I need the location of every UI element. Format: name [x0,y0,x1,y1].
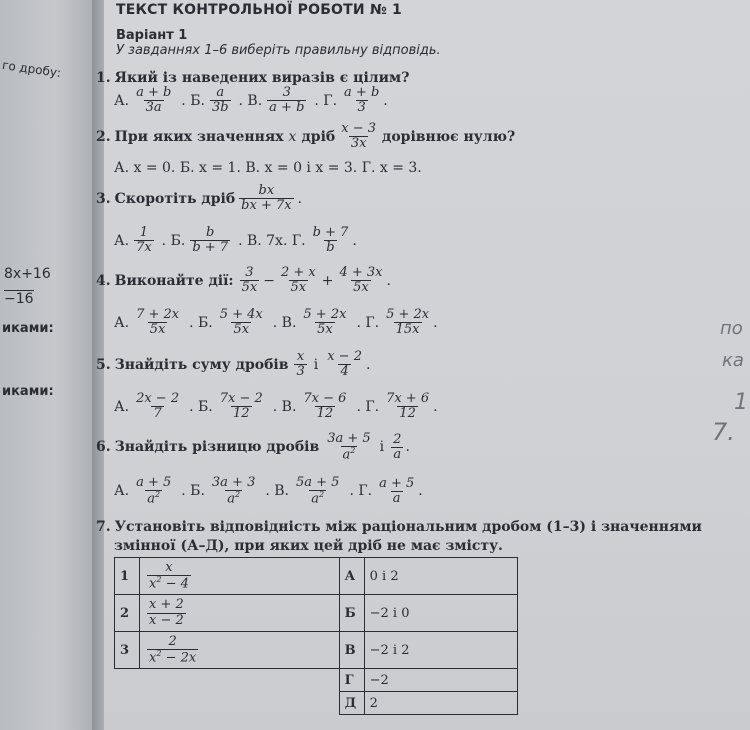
option-letter: Г [339,669,364,692]
fraction: $\frac{bx}{bx + 7x}$ [241,183,292,214]
option-label: . Б. [181,92,205,109]
fraction: $\frac{b}{b + 7}$ [192,225,229,256]
fraction: $\frac{2x - 2}{7}$ [136,391,180,422]
conjunction: і [313,356,319,373]
table-row [115,669,518,692]
question-text: Який із наведених виразів є цілим? [114,70,410,86]
operator: − [263,272,275,289]
option-label: А. [114,314,130,331]
variant-heading: Варіант 1 [116,28,188,43]
handwriting: 1 [734,390,748,415]
fraction: $\frac{3}{5x}$ [241,265,258,296]
punctuation: . [433,398,438,415]
punctuation: . [405,439,410,456]
answers-3 [114,226,357,256]
fraction: $\frac{2}{a}$ [393,431,402,462]
fraction: $\frac{x - 3}{3x}$ [341,121,376,152]
option-label: . В. [272,398,297,415]
option-letter: А [339,558,364,595]
fraction: $\frac{x - 2}{4}$ [327,349,362,380]
fraction: $\frac{a + 5}{a^2}$ [136,475,172,507]
fraction: $\frac{7x - 6}{12}$ [303,391,347,422]
question-2 [96,122,515,152]
row-number: 2 [115,595,140,632]
left-fragment: 8x+16 [4,266,51,282]
operator: + [321,272,334,289]
instruction-text: У завданнях 1–6 виберіть правильну відповідь. [116,43,441,58]
answers-line: А. x = 0. Б. x = 1. В. x = 0 і x = 3. Г. x = 3. [114,160,422,176]
handwriting: по [720,318,743,339]
answers-5 [114,392,438,422]
fraction: $\frac{7x - 2}{12}$ [219,391,263,422]
question-number: 2. [96,128,111,145]
question-number: 7. [96,519,111,535]
option-label: . Б. [181,483,205,500]
question-4 [96,266,391,296]
punctuation: . [365,356,371,373]
option-label: . В. [238,92,263,109]
option-label: . В. 7x. Г. [238,232,306,249]
fraction: $\frac{3a + 5}{a^2}$ [327,431,371,463]
fraction: $\frac{2 + x}{5x}$ [280,265,316,296]
left-fragment: −16 [4,291,34,307]
question-text: Знайдіть суму дробів [114,356,289,373]
question-number: 5. [96,356,111,373]
option-letter: Д [339,692,364,715]
answers-4 [114,308,438,338]
option-label: . Г. [349,483,373,500]
conjunction: і [379,439,385,456]
fraction-cell: $\frac{2}{x^2 - 2x}$ [140,632,340,669]
option-label: . Г. [314,92,338,109]
handwriting: ка [722,350,744,371]
left-fragment: го дробу: [1,57,62,81]
option-label: А. [114,232,130,249]
option-label: А. [114,483,130,500]
table-row [115,595,518,632]
row-number: 3 [115,632,140,669]
question-text: дріб [301,128,336,145]
option-label: . Б. [189,314,213,331]
fraction: $\frac{4 + 3x}{5x}$ [339,265,383,296]
question-text: дорівнює нулю? [382,128,516,145]
question-7-line-2 [114,538,503,554]
question-text: Виконайте дії: [114,272,234,289]
question-1 [96,70,409,86]
option-label: . Б. [189,398,213,415]
punctuation: . [433,314,438,331]
fraction: $\frac{a + 5}{a}$ [379,475,415,506]
punctuation: . [418,483,423,500]
option-value: −2 [364,669,517,692]
punctuation: . [383,92,388,109]
table-row [115,692,518,715]
answers-6 [114,476,423,507]
matching-table [114,557,518,715]
fraction: $\frac{a + b}{3a}$ [136,85,172,116]
question-text: Скоротіть дріб [114,190,236,207]
option-label: . В. [265,483,289,500]
option-label: . Г. [356,314,380,331]
question-text: Знайдіть різницю дробів [114,439,320,456]
left-facing-page [0,0,92,730]
left-fragment: иками: [2,384,54,399]
question-3 [96,184,302,214]
fraction: $\frac{b + 7}{b}$ [312,225,349,256]
question-number: 1. [96,70,111,86]
test-title: ТЕКСТ КОНТРОЛЬНОЇ РОБОТИ № 1 [116,2,402,18]
option-value: 2 [364,692,517,715]
question-number: 6. [96,439,111,456]
option-label: А. [114,398,130,415]
table-row [115,632,518,669]
fraction: $\frac{3a + 3}{a^2}$ [211,475,256,507]
table-row [115,558,518,595]
fraction: $\frac{1}{7x}$ [136,225,152,256]
question-5 [96,350,370,380]
question-text: змінної (А–Д), при яких цей дріб не має змісту. [114,538,503,554]
option-label: . Б. [161,232,186,249]
question-text: Установіть відповідність між раціональним дробом (1–3) і значеннями [114,519,702,535]
fraction: $\frac{3}{a + b}$ [269,85,305,116]
fraction-cell: $\frac{x}{x^2 - 4}$ [140,558,340,595]
answers-2 [114,160,422,176]
left-fragment: иками: [2,321,54,336]
variable: x [288,128,297,145]
fraction: $\frac{7 + 2x}{5x}$ [136,307,180,338]
option-label: . Г. [356,398,380,415]
option-letter: В [339,632,364,669]
fraction: $\frac{a + b}{3}$ [344,85,380,116]
handwriting: 7. [712,418,735,446]
question-6 [96,432,410,463]
fraction: $\frac{5 + 2x}{5x}$ [303,307,347,338]
fraction-cell: $\frac{x + 2}{x - 2}$ [140,595,340,632]
fraction: $\frac{5 + 2x}{15x}$ [386,307,430,338]
option-letter: Б [339,595,364,632]
fraction: $\frac{5a + 5}{a^2}$ [295,475,340,507]
row-number: 1 [115,558,140,595]
option-value: 0 і 2 [364,558,517,595]
answers-1 [114,86,388,116]
question-number: 3. [96,190,111,207]
option-value: −2 і 0 [364,595,517,632]
fraction: $\frac{7x + 6}{12}$ [386,391,430,422]
question-text: При яких значеннях [114,128,284,145]
fraction: $\frac{a}{3b}$ [211,85,229,116]
punctuation: . [386,272,391,289]
question-7 [96,519,702,535]
fraction: $\frac{x}{3}$ [296,349,305,380]
option-value: −2 і 2 [364,632,517,669]
punctuation: . [352,232,357,249]
option-label: . В. [272,314,297,331]
option-label: А. [114,92,130,109]
question-number: 4. [96,272,111,289]
fraction: $\frac{5 + 4x}{5x}$ [219,307,263,338]
punctuation: . [297,190,303,207]
